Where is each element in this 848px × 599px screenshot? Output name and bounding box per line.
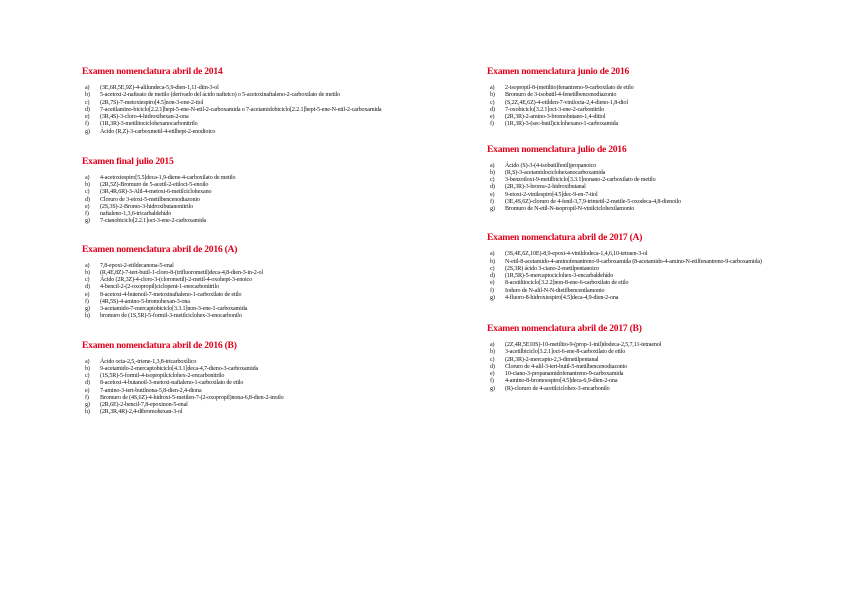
compound-list xyxy=(82,263,400,321)
item-letter: a) xyxy=(85,85,90,91)
list-item xyxy=(82,189,400,196)
list-item xyxy=(82,107,400,114)
list-item xyxy=(82,359,400,366)
list-item xyxy=(82,313,400,320)
exam-section xyxy=(487,144,805,214)
compound-name: 5-acetoxi-2-nafteato de metilo (derivado del ácido nafteico) o 5-acetoxinaftaleno-2-carboxilato de metilo xyxy=(100,92,341,99)
compound-name: (2S,3R) ácido 3-ciano-2-metilpentanoico xyxy=(505,265,600,272)
item-letter: b) xyxy=(85,365,90,372)
compound-name: 3-acetilbiciclo[3.2.1]oct-6-ene-8-carboxilato de etilo xyxy=(505,349,626,356)
list-item xyxy=(487,251,805,258)
item-letter: d) xyxy=(490,363,495,370)
section-title: Examen nomenclatura abril de 2016 (A) xyxy=(82,243,238,255)
compound-list xyxy=(487,163,805,214)
list-item xyxy=(487,273,805,280)
item-letter: d) xyxy=(490,106,495,113)
exam-section xyxy=(82,340,400,417)
list-item xyxy=(487,107,805,114)
item-letter: a) xyxy=(490,342,495,348)
compound-name: 8-acetoxi-4-butenoil-7-metoxinaftaleno-1-carboxilato de etilo xyxy=(100,291,242,298)
compound-name: 9-acetamido-2-mercaptobiciclo[4.3.1]deca-4,7-dieno-3-carboxamida xyxy=(100,365,259,372)
compound-name: 3-benzoiloxi-9-metilbiciclo[3.3.1]nonano-2-carboxilato de metilo xyxy=(505,177,656,183)
compound-name: (3R,4S)-3-cloro-4-hidroxihexan-2-ona xyxy=(100,114,189,120)
compound-name: Cloruro de 3-etoxi-5-metilbencenodiazonio xyxy=(100,196,200,203)
item-letter: a) xyxy=(490,251,495,258)
list-item xyxy=(487,206,805,213)
compound-name: 2-isopropil-8-(metiltio)fenantreno-9-carboxilato de etilo xyxy=(505,85,634,91)
compound-name: (2R,3R)-2-mercapto-2,3-dimetilpentanal xyxy=(505,356,599,363)
list-item xyxy=(487,364,805,371)
item-letter: e) xyxy=(490,280,495,287)
compound-name: (4R,5S)-4-amino-5-bromohexan-3-ona xyxy=(100,298,190,305)
item-letter: g) xyxy=(85,306,90,312)
list-item xyxy=(82,211,400,218)
item-letter: g) xyxy=(490,206,495,212)
compound-name: (1S,5R)-5-formil-4-isopropilciclohex-2-encarbonitrilo xyxy=(100,373,225,379)
compound-name: Ácido octa-2,5,-triene-1,3,8-tricarboxílico xyxy=(100,358,197,365)
compound-name: bromuro de (1S,5R)-5-formil-3-metilciclohex-3-enocarbonilo xyxy=(100,313,242,320)
item-letter: a) xyxy=(85,358,90,365)
item-letter: f) xyxy=(490,287,494,294)
list-item xyxy=(487,386,805,393)
item-letter: d) xyxy=(490,184,495,191)
compound-name: (R,4E,8Z)-7-tert-butil-1-cloro-8-(trifluorometil)deca-4,8-dien-3-in-2-ol xyxy=(100,269,263,276)
compound-name: Ioduro de N-alil-N-N-dietilbencenilamonio xyxy=(505,287,605,294)
item-letter: c) xyxy=(85,277,90,283)
item-letter: e) xyxy=(85,291,90,298)
compound-name: (2R,3R,4R)-2,4-dibromohexan-3-ol xyxy=(100,409,183,416)
compound-list xyxy=(487,85,805,129)
item-letter: d) xyxy=(85,106,90,113)
list-item xyxy=(82,366,400,373)
list-item xyxy=(82,395,400,402)
item-letter: g) xyxy=(85,218,90,225)
compound-name: 4-acetoxiespiro[5.5]deca-1,9-diene-4-carboxilato de metilo xyxy=(100,174,236,181)
compound-name: 7,8-epoxi-2-etildecanona-5-enal xyxy=(100,262,174,269)
item-letter: b) xyxy=(490,258,495,265)
right-column xyxy=(487,66,805,393)
compound-name: (S,2Z,4E,6Z)-4-etilden-7-vinilocta-2,4-dieno-1,8-diol xyxy=(505,99,628,106)
item-letter: g) xyxy=(490,385,495,392)
compound-name: 7-cianobiciclo[2.2.1]oct-3-ene-2-carboxamida xyxy=(100,218,207,225)
item-letter: d) xyxy=(85,196,90,203)
compound-name: 7-oxobiciclo[3.2.1]oct-3-ene-2-carbonitrilo xyxy=(505,106,605,113)
list-item xyxy=(82,197,400,204)
list-item xyxy=(487,342,805,349)
item-letter: b) xyxy=(490,92,495,99)
item-letter: a) xyxy=(85,174,90,181)
exam-section xyxy=(487,66,805,129)
item-letter: b) xyxy=(490,349,495,356)
exam-section xyxy=(82,244,400,321)
item-letter: h) xyxy=(85,409,90,416)
compound-name: 4-amino-8-bromoespiro[4.5]deca-6,9-dien-2-ona xyxy=(505,378,618,385)
compound-name: 7-acetilamino-biciclo[2.2.1]hept-5-ene-N-etil-2-carboxamida o 7-acetamidobiciclo[2.2.1]hept-5-ene-N-etil-2-carboxamida xyxy=(100,106,382,113)
compound-name: N-etil-8-acetamido-4-aminofenantreno-9-carboxamida (8-acetamido-4-amino-N-etilfenantreno-9-carboxamida) xyxy=(505,258,762,265)
item-letter: c) xyxy=(85,373,90,379)
compound-name: (2Z,4R,5E10S)-10-metiltio-9-(prop-1-inil)dodeca-2,5,7,11-tetraenol xyxy=(505,342,662,348)
compound-name: (R)-cloruro de 4-acetilciclohex-3-encarbonilo xyxy=(505,385,610,392)
item-letter: b) xyxy=(85,92,90,99)
compound-name: (R,S)-3-acetamidociclohexanocarboxamida xyxy=(505,169,606,176)
compound-name: Cloruro de 4-alil-3-tert-butil-5-metilbencenodiazonio xyxy=(505,363,628,370)
list-item xyxy=(487,199,805,206)
compound-name: 10-ciano-3-propanamidofenantreno-9-carboxamida xyxy=(505,371,624,377)
item-letter: f) xyxy=(85,121,89,128)
item-letter: g) xyxy=(85,402,90,408)
list-item xyxy=(82,380,400,387)
compound-name: 8-acetoxi-4-butanoil-3-metoxi-naftaleno-1-carboxilato de etilo xyxy=(100,380,244,387)
list-item xyxy=(487,378,805,385)
item-letter: c) xyxy=(490,99,495,106)
item-letter: c) xyxy=(85,189,90,196)
compound-name: (3R,4R,6R)-3-Alil-4-metoxi-6-metilciclohexano xyxy=(100,189,212,196)
item-letter: e) xyxy=(85,203,90,210)
item-letter: f) xyxy=(85,211,89,217)
compound-name: Ácido (2R,3Z)-4-cloro-3-(clorometil)-2-metil-4-oxohept-3-enoico xyxy=(100,277,252,283)
section-title: Examen nomenclatura abril de 2017 (A) xyxy=(487,232,643,244)
item-letter: g) xyxy=(490,294,495,301)
list-item xyxy=(487,266,805,273)
item-letter: b) xyxy=(85,182,90,188)
compound-list xyxy=(82,175,400,226)
item-letter: e) xyxy=(490,371,495,377)
compound-name: (2R,5Z)-Bromuro de 5-acetil-2-etiloct-5-enoilo xyxy=(100,182,209,188)
compound-name: 8-acetiltiociclo[3.2.2]non-8-ene-6-carboxilato de etilo xyxy=(505,280,629,287)
item-letter: h) xyxy=(85,313,90,320)
item-letter: c) xyxy=(490,265,495,272)
item-letter: g) xyxy=(85,128,90,135)
compound-name: Ácido (R,Z)-3-carboxmetil-4-etilhept-2-enodioico xyxy=(100,128,216,135)
compound-list xyxy=(82,85,400,136)
list-item xyxy=(487,170,805,177)
item-letter: c) xyxy=(85,99,90,106)
item-letter: f) xyxy=(490,121,494,128)
compound-name: (3S,4E,6Z,10E)-8,9-epoxi-4-vinildodeca-1,4,6,10-tetraen-3-ol xyxy=(505,251,648,258)
item-letter: e) xyxy=(85,114,90,120)
compound-name: (1R,3R)-3-metilitociclohexanocarbonitrilo xyxy=(100,121,198,128)
exam-section xyxy=(487,232,805,302)
list-item xyxy=(487,280,805,287)
item-letter: b) xyxy=(490,169,495,176)
list-item xyxy=(487,371,805,378)
section-title: Examen nomenclatura abril de 2016 (B) xyxy=(82,339,237,351)
list-item xyxy=(487,92,805,99)
list-item xyxy=(82,284,400,291)
exam-section xyxy=(82,156,400,226)
compound-name: naftaleno-1,3,6-tricarbaldehído xyxy=(100,211,172,217)
list-item xyxy=(487,100,805,107)
item-letter: b) xyxy=(85,269,90,276)
exam-section xyxy=(82,66,400,136)
item-letter: a) xyxy=(85,262,90,269)
item-letter: d) xyxy=(85,380,90,387)
compound-name: 9-etoxi-2-vinilespiro[4.5]dec-9-en-7-tiol xyxy=(505,191,598,198)
list-item xyxy=(82,292,400,299)
compound-name: (2R,7S)-7-metoxiespiro[4.5]non-3-ene-2-tiol xyxy=(100,99,204,106)
compound-name: (2S,3S)-2-Bromo-3-hidroxibutanonitrilo xyxy=(100,203,193,210)
section-title: Examen nomenclatura abril de 2014 xyxy=(82,66,223,77)
list-item xyxy=(487,295,805,302)
item-letter: a) xyxy=(490,85,495,91)
compound-name: (1R,3R)-3-(sec-butil)ciclohexano-1-carboxamida xyxy=(505,121,619,128)
exam-section xyxy=(487,323,805,393)
list-item xyxy=(82,218,400,225)
compound-name: 4-bencil-2-(2-oxopropil)ciclopent-1-enocarbonitrilo xyxy=(100,284,219,291)
compound-name: Bromuro de N-etil-N-isopropil-N-vinilciclohexilamonio xyxy=(505,206,635,212)
list-item xyxy=(82,121,400,128)
item-letter: f) xyxy=(85,298,89,305)
compound-name: (1R,5R)-5-mercaptociclohex-3-encarbaldehído xyxy=(505,273,614,279)
compound-name: (2R,6E)-2-bencil-7,8-epoxinon-5-enal xyxy=(100,402,188,408)
compound-list xyxy=(82,359,400,417)
list-item xyxy=(82,388,400,395)
list-item xyxy=(82,92,400,99)
list-item xyxy=(82,129,400,136)
compound-name: 4-fluoro-8-hidroxiespiro[4.5]deca-4,9-dien-2-ona xyxy=(505,294,619,301)
compound-name: (2R,3R)-2-amino-3-bromobutano-1,4-ditiol xyxy=(505,114,606,120)
item-letter: f) xyxy=(490,198,494,205)
item-letter: e) xyxy=(490,114,495,120)
list-item xyxy=(82,100,400,107)
section-title: Examen final julio 2015 xyxy=(82,155,174,167)
compound-name: (3E,6R,5E,9Z)-4-alilundeca-5,9-dien-1,11-diin-3-ol xyxy=(100,85,219,91)
compound-name: (3E,4S,6Z)-cloruro de 4-fenil-3,7,9-trimetil-2-metile-5-oxodeca-4,8-dienoilo xyxy=(505,198,681,205)
list-item xyxy=(487,259,805,266)
list-item xyxy=(487,192,805,199)
section-title: Examen nomenclatura junio de 2016 xyxy=(487,66,630,77)
list-item xyxy=(82,204,400,211)
item-letter: e) xyxy=(490,191,495,198)
compound-name: 3-acetamido-7-mercaptobiciclo[3.3.1]non-3-ene-1-carboxamida xyxy=(100,306,248,312)
left-column xyxy=(82,66,400,417)
compound-name: 7-amino-3-tert-butilnona-5,8-dien-2,4-diona xyxy=(100,387,202,394)
list-item xyxy=(487,121,805,128)
section-title: Examen nomenclatura abril de 2017 (B) xyxy=(487,323,642,334)
list-item xyxy=(487,357,805,364)
list-item xyxy=(82,175,400,182)
list-item xyxy=(82,299,400,306)
list-item xyxy=(82,409,400,416)
item-letter: f) xyxy=(490,378,494,385)
list-item xyxy=(82,263,400,270)
list-item xyxy=(487,349,805,356)
compound-name: Bromuro de (4S,6Z)-4-hidroxi-5-metilen-7-(2-oxopropil)nona-6,8-dien-2-inoilo xyxy=(100,394,284,401)
list-item xyxy=(487,184,805,191)
compound-name: Ácido (S)-3-(4-isobutilfenil)propanoico xyxy=(505,162,597,169)
item-letter: d) xyxy=(85,284,90,291)
item-letter: c) xyxy=(490,356,495,363)
compound-list xyxy=(487,342,805,393)
list-item xyxy=(487,163,805,170)
item-letter: e) xyxy=(85,387,90,394)
item-letter: d) xyxy=(490,273,495,279)
compound-list xyxy=(487,251,805,302)
item-letter: c) xyxy=(490,177,495,183)
compound-name: (2R,3R)-3-bromo-2-hidroxibutanal xyxy=(505,184,586,191)
item-letter: a) xyxy=(490,162,495,169)
list-item xyxy=(487,288,805,295)
item-letter: f) xyxy=(85,394,89,401)
compound-name: Bromuro de 3-isobutil-4-fenetilbencenodiazonio xyxy=(505,92,617,99)
list-item xyxy=(82,270,400,277)
section-title: Examen nomenclatura julio de 2016 xyxy=(487,143,627,155)
